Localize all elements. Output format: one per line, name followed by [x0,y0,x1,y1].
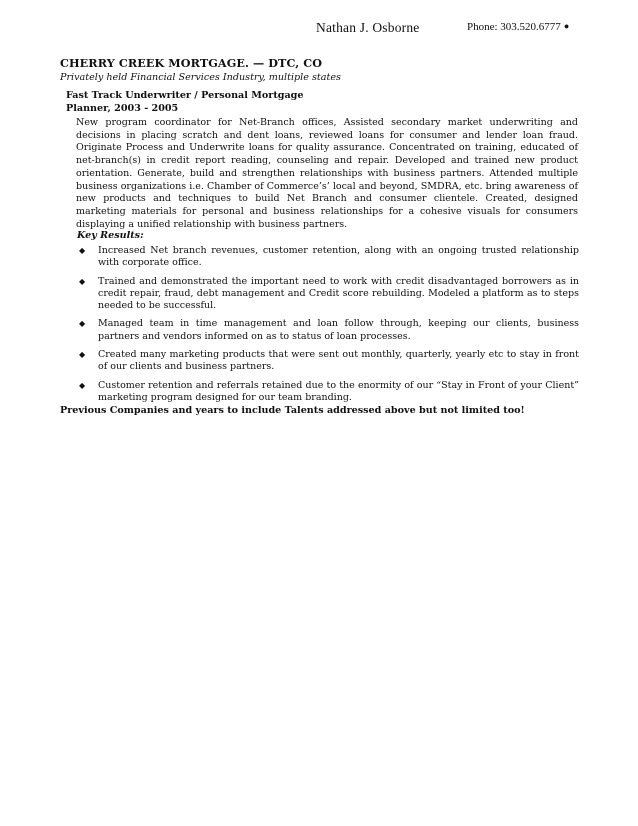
job-description: New program coordinator for Net-Branch offices, Assisted secondary market underwriting and decisions in placing scratch and dent loans, reviewed loans for consumer and lender loan fraud. Originate Process and Underwrite loans for quality assurance. Concentrated on training, educated of net-branch(s) in credit report reading, counseling and repair. Developed and trained new product orientation. Generate, build and strengthen relationships with business partners. Attended multiple business organizations i.e. Chamber of Commerce’s’ local and beyond, SMDRA, etc. bring awareness of new products and techniques to build Net Branch and consumer clientele. Created, designed marketing materials for personal and business relationships for a cohesive visuals for consumers displaying a unified relationship with business partners. [76,117,578,230]
key-results-list [77,245,579,410]
diamond-bullet-icon: ◆ [79,319,86,329]
job-title-line-2: Planner, 2003 - 2005 [66,103,179,114]
company-subtitle: Privately held Financial Services Industry, multiple states [60,72,341,83]
page-header [0,20,638,36]
list-item-text: Customer retention and referrals retained due to the enormity of our “Stay in Front of your Client” marketing program designed for our team branding. [98,379,579,403]
job-title [66,89,366,115]
diamond-bullet-icon: ◆ [79,350,86,360]
bullet-icon: ● [563,21,570,31]
key-results-heading: Key Results: [77,230,144,241]
list-item [77,349,579,374]
previous-companies-note: Previous Companies and years to include Talents addressed above but not limited too! [60,405,525,416]
job-title-line-1: Fast Track Underwriter / Personal Mortgage [66,90,304,101]
diamond-bullet-icon: ◆ [79,380,86,390]
list-item-text: Created many marketing products that were sent out monthly, quarterly, yearly etc to stay in front of our clients and business partners. [98,349,579,373]
list-item [77,318,579,343]
list-item [77,276,579,313]
company-name: CHERRY CREEK MORTGAGE. — DTC, CO [60,56,323,70]
candidate-name: Nathan J. Osborne [316,20,420,35]
diamond-bullet-icon: ◆ [79,276,86,286]
phone-number [467,21,569,33]
list-item-text: Trained and demonstrated the important need to work with credit disadvantaged borrowers as in credit repair, fraud, debt management and Credit score rebuilding. Modeled a platform as to steps needed to be successful. [98,275,579,312]
diamond-bullet-icon: ◆ [79,246,86,255]
phone-text: Phone: 303.520.6777 [467,21,561,33]
list-item-text: Managed team in time management and loan follow through, keeping our clients, business partners and vendors informed on as to status of loan processes. [98,318,579,342]
list-item [77,380,579,405]
list-item [77,245,579,270]
list-item-text: Increased Net branch revenues, customer retention, along with an ongoing trusted relationship with corporate office. [98,245,579,269]
